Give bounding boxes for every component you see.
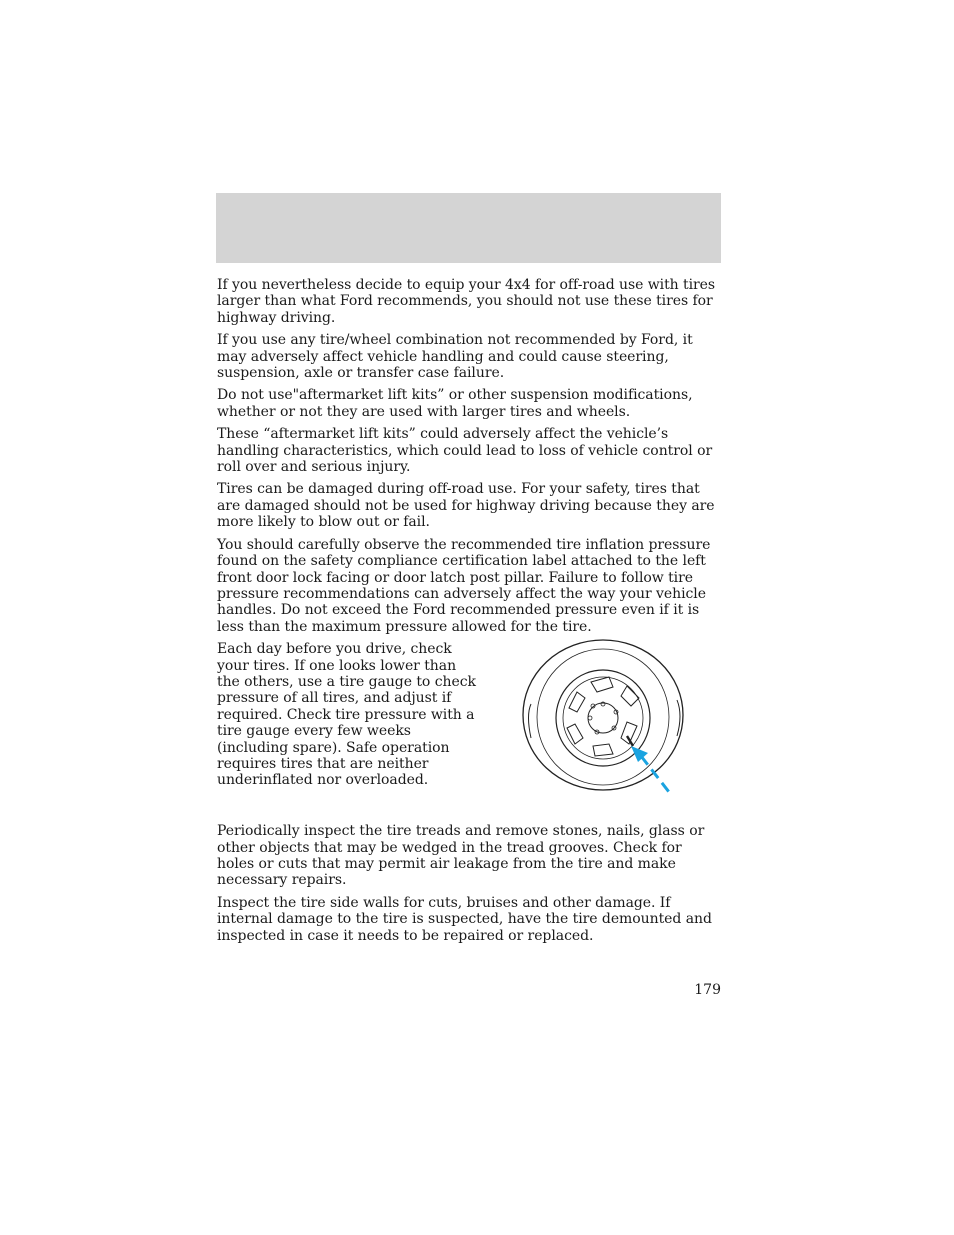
paragraph-daily-check: Each day before you drive, check your tires. If one looks lower than the others, use a tire gauge to check pressure of all tires, and adjust if required. Check tire pressure with a tire gauge every few weeks (including spare). Safe operation requires tires that are neither underinflated nor overloaded. [217, 641, 476, 789]
paragraph-tire-wheel-combination: If you use any tire/wheel combination not recommended by Ford, it may adversely affect vehicle handling and could cause steering, suspension, axle or transfer case failure. [217, 332, 693, 382]
paragraph-lift-kits-warning: These “aftermarket lift kits” could adversely affect the vehicle’s handling characteristics, which could lead to loss of vehicle control or roll over and serious injury. [217, 426, 713, 476]
paragraph-offroad-tires: If you nevertheless decide to equip your 4x4 for off-road use with tires larger than what Ford recommends, you should not use these tires for highway driving. [217, 277, 716, 326]
paragraph-sidewall-inspection: Inspect the tire side walls for cuts, bruises and other damage. If internal damage to the tire is suspected, have the tire demounted and inspected in case it needs to be repaired or replaced. [217, 894, 712, 944]
page-content [217, 277, 722, 950]
page-number: 179 [694, 982, 721, 998]
daily-check-section [217, 641, 722, 806]
paragraph-inflation-pressure: You should carefully observe the recommended tire inflation pressure found on the safety compliance certification label attached to the left front door lock facing or door latch post pillar. Failure to follow tire pressure recommendations can adversely affect the way your vehicle handles. Do not exceed the Ford recommended pressure even if it is less than the maximum pressure allowed for the tire. [217, 536, 711, 635]
paragraph-offroad-damage: Tires can be damaged during off-road use. For your safety, tires that are damaged should not be used for highway driving because they are more likely to blow out or fail. [217, 481, 715, 531]
paragraph-lift-kits: Do not use"aftermarket lift kits” or other suspension modifications, whether or not they are used with larger tires and wheels. [217, 387, 693, 420]
paragraph-tread-inspection: Periodically inspect the tire treads and remove stones, nails, glass or other objects that may be wedged in the tread grooves. Check for holes or cuts that may permit air leakage from the tire and make necessary repairs. [217, 823, 705, 889]
section-header-band [216, 193, 721, 263]
tire-valve-stem-icon [517, 634, 689, 806]
